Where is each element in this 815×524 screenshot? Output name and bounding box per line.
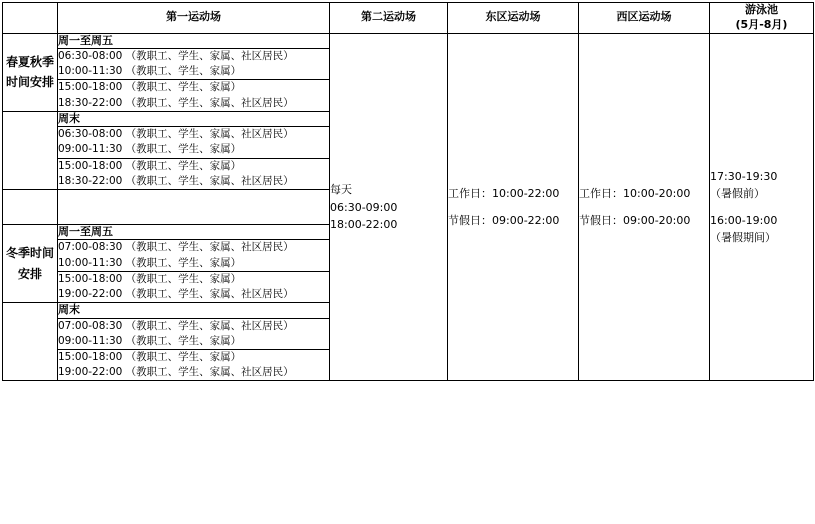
slot-line: 19:00-22:00 （教职工、学生、家属、社区居民） <box>58 366 294 379</box>
slot-line: 15:00-18:00 （教职工、学生、家属） <box>58 272 242 285</box>
season-label-line2: 时间安排 <box>5 75 54 90</box>
season-label-winter <box>3 225 58 303</box>
slot-line: 15:00-18:00 （教职工、学生、家属） <box>58 81 242 94</box>
header-corner-cell <box>3 3 58 34</box>
pool-line2: （暑假前） <box>710 186 765 200</box>
east-field-hours-cell <box>448 33 579 381</box>
west-gap <box>579 202 709 212</box>
season-label-line1: 冬季时间 <box>5 246 54 261</box>
header-west-field: 西区运动场 <box>579 3 710 34</box>
season-label-spring-summer-autumn <box>3 33 58 111</box>
field2-hours-cell <box>330 33 448 381</box>
slot-line: 10:00-11:30 （教职工、学生、家属） <box>58 256 242 269</box>
slots-winter-weekday-afternoon <box>58 271 330 302</box>
season-label-spacer-spring <box>3 111 58 189</box>
season-label-line1: 春夏秋季 <box>5 54 54 69</box>
slots-winter-weekday-morning <box>58 240 330 271</box>
daygroup-weekend-winter: 周末 <box>58 303 330 318</box>
slot-line: 18:30-22:00 （教职工、学生、家属、社区居民） <box>58 96 294 109</box>
slot-line: 19:00-22:00 （教职工、学生、家属、社区居民） <box>58 287 294 300</box>
separator-left-cell <box>3 190 58 225</box>
slot-line: 18:30-22:00 （教职工、学生、家属、社区居民） <box>58 174 294 187</box>
separator-field1-cell <box>58 190 330 225</box>
header-field2: 第二运动场 <box>330 3 448 34</box>
east-gap <box>448 202 578 212</box>
west-field-hours-cell <box>579 33 710 381</box>
slot-line: 09:00-11:30 （教职工、学生、家属） <box>58 143 242 156</box>
header-east-field: 东区运动场 <box>448 3 579 34</box>
schedule-table <box>2 2 814 381</box>
season-label-line2: 安排 <box>17 266 42 281</box>
slot-line: 15:00-18:00 （教职工、学生、家属） <box>58 350 242 363</box>
east-line2: 节假日：09:00-22:00 <box>448 214 560 228</box>
pool-hours-cell <box>710 33 814 381</box>
slot-line: 07:00-08:30 （教职工、学生、家属、社区居民） <box>58 241 294 254</box>
pool-line3: 16:00-19:00 <box>710 214 778 228</box>
schedule-sheet <box>0 2 815 524</box>
slot-line: 09:00-11:30 （教职工、学生、家属） <box>58 334 242 347</box>
pool-line1: 17:30-19:30 <box>710 169 778 183</box>
slots-winter-weekend-morning <box>58 318 330 349</box>
field2-line2: 06:30-09:00 <box>330 200 398 214</box>
slots-spring-weekday-afternoon <box>58 80 330 111</box>
daygroup-weekday-winter: 周一至周五 <box>58 225 330 240</box>
daygroup-weekend-spring: 周末 <box>58 111 330 126</box>
header-swimming-pool <box>710 3 814 34</box>
slot-line: 07:00-08:30 （教职工、学生、家属、社区居民） <box>58 319 294 332</box>
field2-line3: 18:00-22:00 <box>330 217 398 231</box>
slot-line: 06:30-08:00 （教职工、学生、家属、社区居民） <box>58 49 294 62</box>
slots-spring-weekend-morning <box>58 127 330 158</box>
header-pool-line2: (5月-8月) <box>735 17 788 31</box>
header-pool-line1: 游泳池 <box>745 3 778 16</box>
east-line1: 工作日：10:00-22:00 <box>448 186 560 200</box>
slots-spring-weekend-afternoon <box>58 158 330 189</box>
pool-gap <box>710 202 813 212</box>
table-row <box>3 33 814 48</box>
slot-line: 06:30-08:00 （教职工、学生、家属、社区居民） <box>58 128 294 141</box>
west-line1: 工作日：10:00-20:00 <box>579 186 691 200</box>
slots-spring-weekday-morning <box>58 48 330 79</box>
slots-winter-weekend-afternoon <box>58 349 330 380</box>
table-header-row <box>3 3 814 34</box>
west-line2: 节假日：09:00-20:00 <box>579 214 691 228</box>
slot-line: 10:00-11:30 （教职工、学生、家属） <box>58 65 242 78</box>
pool-line4: （暑假期间） <box>710 231 776 245</box>
season-label-spacer-winter <box>3 303 58 381</box>
field2-line1: 每天 <box>330 183 352 197</box>
slot-line: 15:00-18:00 （教职工、学生、家属） <box>58 159 242 172</box>
daygroup-weekday-spring: 周一至周五 <box>58 33 330 48</box>
header-field1: 第一运动场 <box>58 3 330 34</box>
